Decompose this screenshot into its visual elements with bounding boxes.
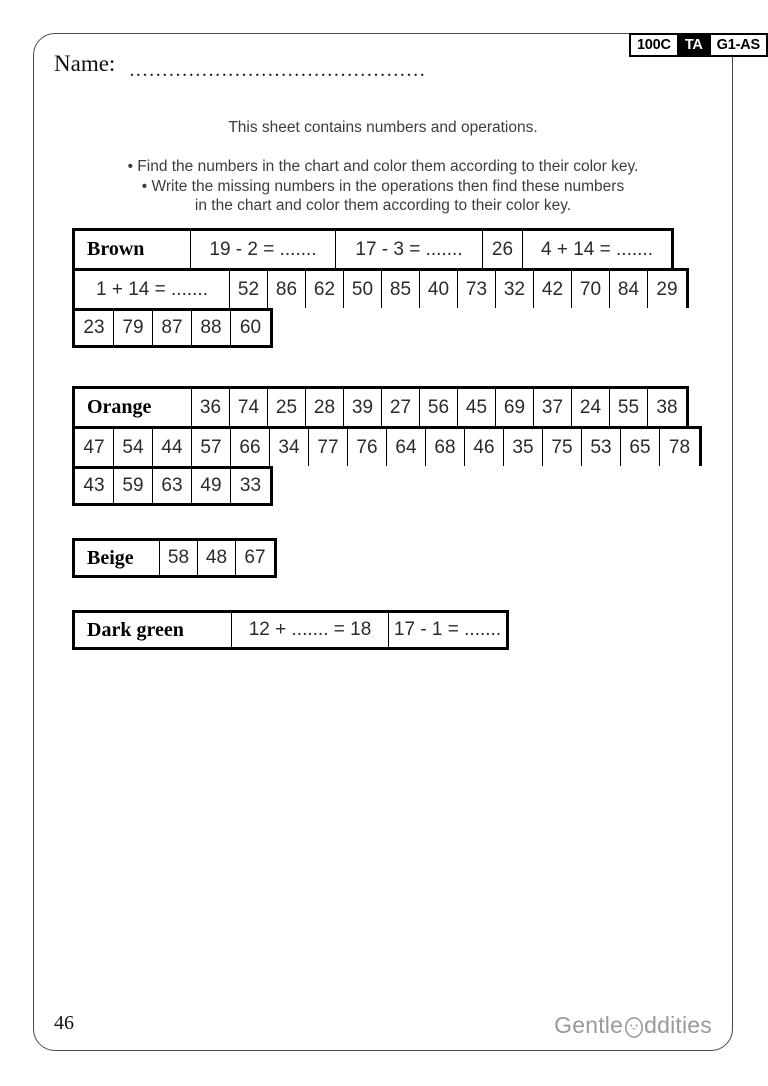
number-cell: 44 [153, 429, 192, 466]
block-spacer [72, 348, 698, 386]
badge-cell-g1-as: G1-AS [709, 35, 766, 55]
number-cell: 53 [582, 429, 621, 466]
operation-cell[interactable]: 17 - 3 = ....... [336, 231, 483, 268]
number-cell: 33 [239, 475, 262, 496]
number-cell: 27 [382, 389, 420, 426]
block-spacer [72, 506, 698, 538]
number-cell: 28 [306, 389, 344, 426]
number-cell: 24 [572, 389, 610, 426]
number-cell: 64 [387, 429, 426, 466]
operation-cell[interactable]: 1 + 14 = ....... [75, 271, 230, 308]
number-cell: 86 [268, 271, 306, 308]
operation-cell[interactable]: 19 - 2 = ....... [191, 231, 336, 268]
number-cell: 65 [621, 429, 660, 466]
instructions-intro: This sheet contains numbers and operations. [228, 119, 538, 136]
number-cell: 37 [534, 389, 572, 426]
block-spacer [72, 578, 698, 610]
number-cell: 29 [656, 278, 678, 300]
grid-row [72, 426, 702, 466]
number-cell: 87 [153, 311, 192, 345]
name-label: Name: [54, 51, 116, 76]
number-cell: 55 [610, 389, 648, 426]
number-cell: 63 [153, 469, 192, 503]
number-cell: 69 [496, 389, 534, 426]
number-cell: 50 [344, 271, 382, 308]
number-cell: 59 [114, 469, 153, 503]
color-key-label: Dark green [75, 613, 232, 647]
badge-cell-100c: 100C [636, 37, 671, 53]
grid-row [72, 386, 689, 426]
number-cell: 54 [114, 429, 153, 466]
number-cell: 25 [268, 389, 306, 426]
number-cell: 66 [231, 429, 270, 466]
number-cell: 88 [192, 311, 231, 345]
operation-cell[interactable]: 17 - 1 = ....... [393, 619, 502, 640]
number-cell: 43 [75, 469, 114, 503]
number-cell: 78 [668, 436, 691, 458]
number-cell: 77 [309, 429, 348, 466]
instruction-line-1: • Find the numbers in the chart and color them according to their color key. [127, 158, 639, 175]
number-cell: 60 [239, 317, 262, 338]
color-block-beige [72, 538, 698, 578]
page-number: 46 [54, 1012, 74, 1034]
number-cell: 70 [572, 271, 610, 308]
number-cell: 67 [244, 547, 266, 568]
number-cell: 73 [458, 271, 496, 308]
instruction-line-3: in the chart and color them according to their color key. [194, 197, 572, 214]
number-cell: 75 [543, 429, 582, 466]
number-cell: 49 [192, 469, 231, 503]
operation-cell[interactable]: 4 + 14 = ....... [541, 238, 653, 260]
number-cell: 68 [426, 429, 465, 466]
color-block-orange [72, 386, 698, 506]
number-cell: 45 [458, 389, 496, 426]
brand-text-oddities: ddities [644, 1012, 712, 1038]
instructions-bullets [33, 157, 733, 216]
number-cell: 47 [75, 429, 114, 466]
number-cell: 38 [656, 396, 678, 418]
number-cell: 39 [344, 389, 382, 426]
number-cell: 56 [420, 389, 458, 426]
number-cell: 36 [192, 389, 230, 426]
number-cell: 23 [75, 311, 114, 345]
instructions-block [33, 118, 733, 216]
color-block-dark-green [72, 610, 698, 650]
worksheet-code-badge [629, 33, 768, 57]
instruction-line-2: • Write the missing numbers in the operations then find these numbers [141, 177, 625, 195]
name-field[interactable] [54, 51, 427, 81]
number-cell: 62 [306, 271, 344, 308]
grid-row [72, 268, 689, 308]
number-cell: 26 [483, 231, 523, 268]
egg-icon [624, 1015, 644, 1038]
grid-row [72, 228, 674, 268]
grid-row [72, 308, 273, 348]
number-cell: 48 [198, 541, 236, 575]
number-cell: 40 [420, 271, 458, 308]
grid-row [72, 538, 277, 578]
number-cell: 85 [382, 271, 420, 308]
grid-row [72, 610, 509, 650]
number-cell: 74 [230, 389, 268, 426]
operation-cell[interactable]: 12 + ....... = 18 [232, 613, 389, 647]
number-cell: 52 [230, 271, 268, 308]
brand-text-gentle: Gentle [554, 1012, 624, 1038]
number-cell: 84 [610, 271, 648, 308]
number-cell: 34 [270, 429, 309, 466]
worksheet-body [72, 228, 698, 650]
color-key-label: Beige [75, 541, 160, 575]
badge-cell-ta: TA [677, 35, 709, 55]
color-block-brown [72, 228, 698, 348]
number-cell: 76 [348, 429, 387, 466]
color-key-label: Brown [75, 231, 191, 268]
number-cell: 32 [496, 271, 534, 308]
name-write-line[interactable]: ............................................. [129, 59, 427, 81]
color-key-label: Orange [75, 389, 192, 426]
number-cell: 79 [114, 311, 153, 345]
number-cell: 46 [465, 429, 504, 466]
number-cell: 58 [160, 541, 198, 575]
brand-logo [554, 1012, 712, 1039]
number-cell: 57 [192, 429, 231, 466]
grid-row [72, 466, 273, 506]
number-cell: 42 [534, 271, 572, 308]
number-cell: 35 [504, 429, 543, 466]
